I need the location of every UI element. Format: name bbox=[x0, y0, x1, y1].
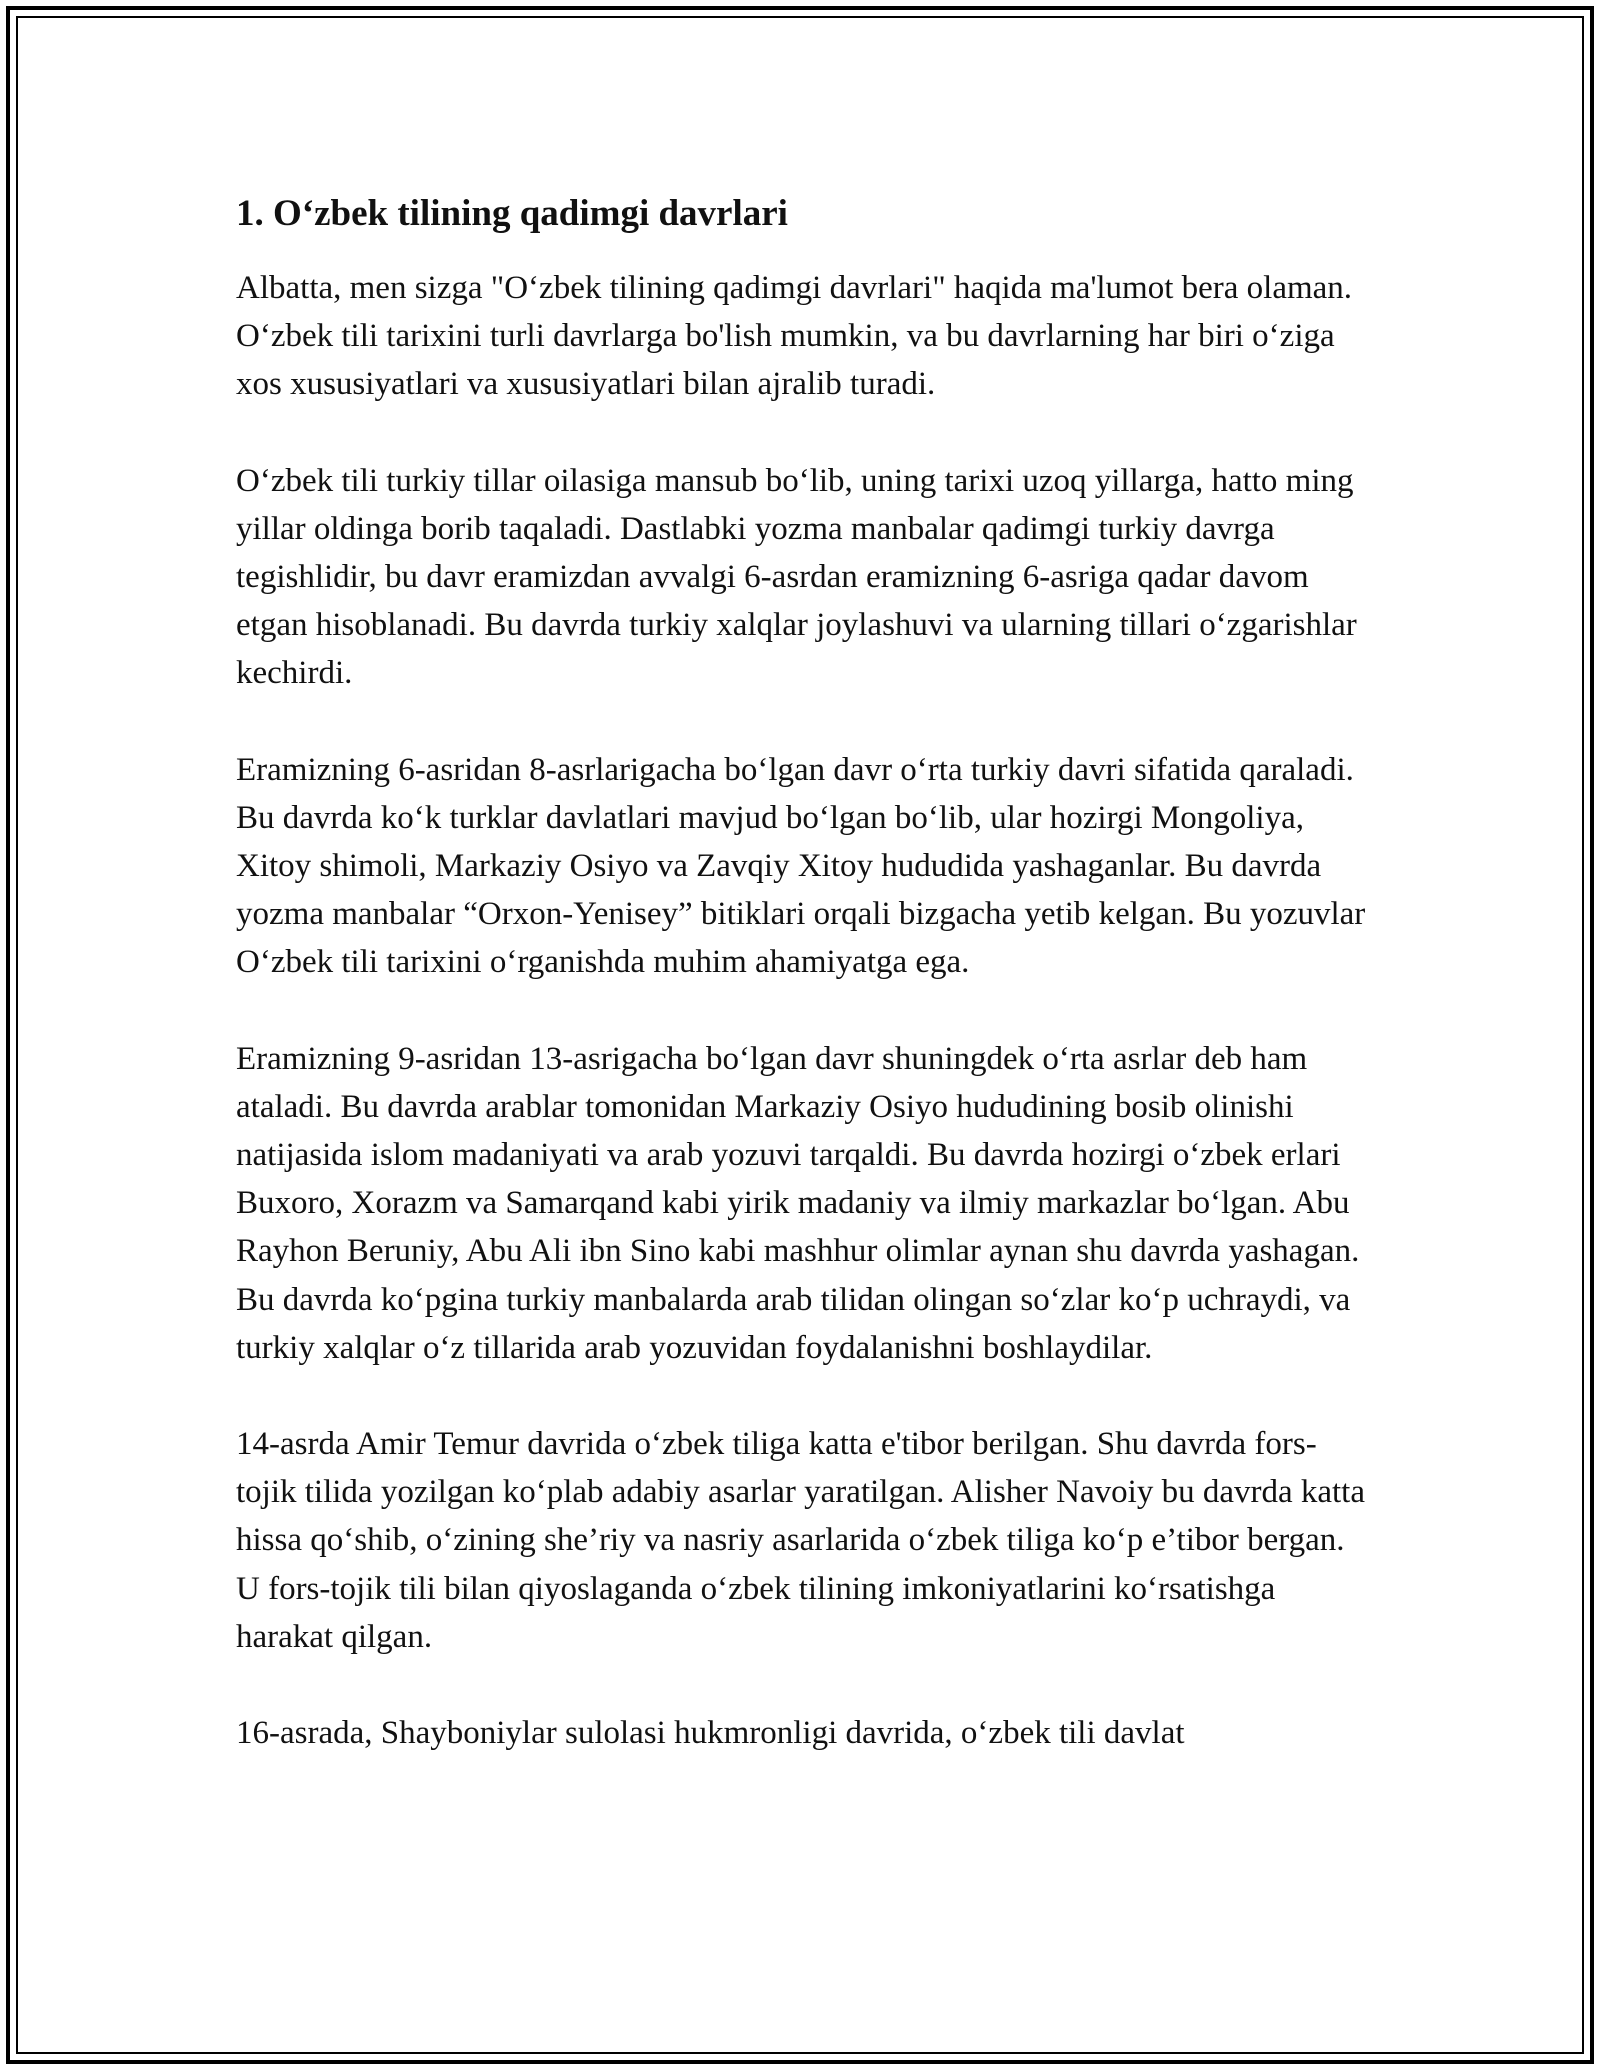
paragraph-4: Eramizning 9-asridan 13-asrigacha bo‘lgan davr shuningdek o‘rta asrlar deb ham ataladi. Bu davrda arablar tomonidan Markaziy Osiyo hududining bosib olinishi natijasida islom madaniyati va arab yozuvi tarqaldi. Bu davrda hozirgi o‘zbek erlari Buxoro, Xorazm va Samarqand kabi yirik madaniy va ilmiy markazlar bo‘lgan. Abu Rayhon Beruniy, Abu Ali ibn Sino kabi mashhur olimlar aynan shu davrda yashagan. Bu davrda ko‘pgina turkiy manbalarda arab tilidan olingan so‘zlar ko‘p uchraydi, va turkiy xalqlar o‘z tillarida arab yozuvidan foydalanishni boshlaydilar. bbox=[236, 1040, 1360, 1366]
paragraph-5: 14-asrda Amir Temur davrida o‘zbek tiliga katta e'tibor berilgan. Shu davrda fors-tojik tilida yozilgan ko‘plab adabiy asarlar yaratilgan. Alisher Navoiy bu davrda katta hissa qo‘shib, o‘zining she’riy va nasriy asarlarida o‘zbek tiliga ko‘p e’tibor bergan. U fors-tojik tili bilan qiyoslaganda o‘zbek tilining imkoniyatlarini ko‘rsatishga harakat qilgan. bbox=[236, 1426, 1365, 1655]
section-heading: 1. O‘zbek tilining qadimgi davrlari bbox=[236, 193, 788, 234]
paragraph-6: 16-asrada, Shayboniylar sulolasi hukmronligi davrida, o‘zbek tili davlat bbox=[236, 1715, 1185, 1752]
paragraph-3: Eramizning 6-asridan 8-asrlarigacha bo‘lgan davr o‘rta turkiy davri sifatida qaraladi. Bu davrda ko‘k turklar davlatlari mavjud bo‘lgan bo‘lib, ular hozirgi Mongoliya, Xitoy shimoli, Markaziy Osiyo va Zavqiy Xitoy hududida yashaganlar. Bu davrda yozma manbalar “Orxon-Yenisey” bitiklari orqali bizgacha yetib kelgan. Bu yozuvlar O‘zbek tili tarixini o‘rganishda muhim ahamiyatga ega. bbox=[236, 751, 1366, 981]
paragraph-2: O‘zbek tili turkiy tillar oilasiga mansub bo‘lib, uning tarixi uzoq yillarga, hatto ming yillar oldinga borib taqaladi. Dastlabki yozma manbalar qadimgi turkiy davrga tegishlidir, bu davr eramizdan avvalgi 6-asrdan eramizning 6-asriga qadar davom etgan hisoblanadi. Bu davrda turkiy xalqlar joylashuvi va ularning tillari o‘zgarishlar kechirdi. bbox=[236, 462, 1357, 692]
paragraph-1: Albatta, men sizga "O‘zbek tilining qadimgi davrlari" haqida ma'lumot bera olaman. O‘zbek tili tarixini turli davrlarga bo'lish mumkin, va bu davrlarning har biri o‘ziga xos xususiyatlari va xususiyatlari bilan ajralib turadi. bbox=[236, 270, 1353, 403]
document-body bbox=[236, 188, 1376, 1805]
